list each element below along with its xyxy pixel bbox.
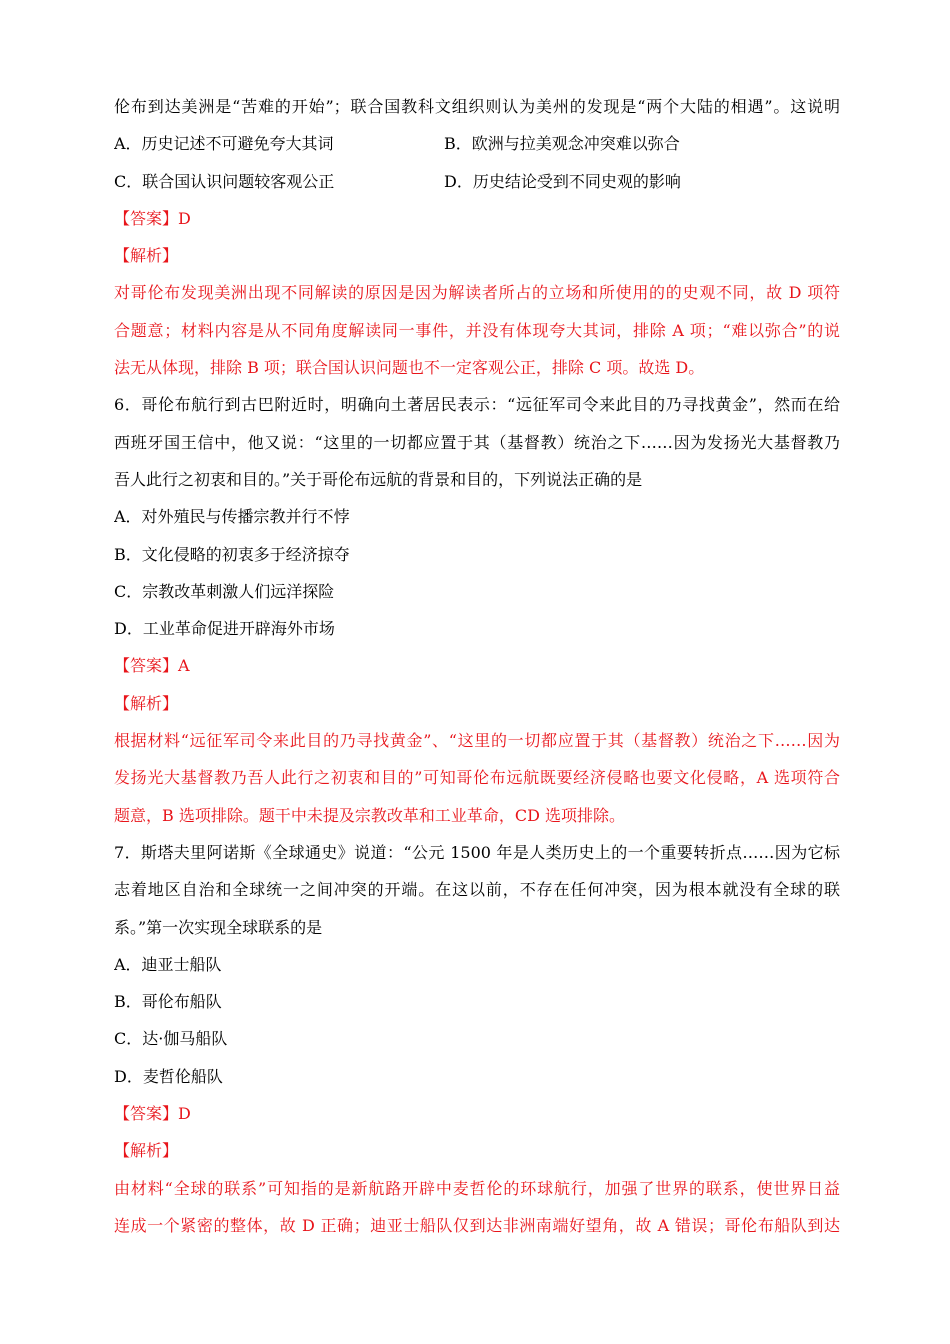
question-5-analysis-line: 法无从体现，排除 B 项；联合国认识问题也不一定客观公正，排除 C 项。故选 D。 (114, 358, 705, 378)
question-7-stem-line: 系。”第一次实现全球联系的是 (114, 917, 323, 937)
question-5-analysis-label: 【解析】 (114, 246, 179, 266)
question-5-option-c: C．联合国认识问题较客观公正 (114, 171, 335, 191)
question-7-option-c: C．达·伽马船队 (114, 1029, 228, 1049)
question-7-answer (114, 1095, 840, 1132)
question-5-stem: 伦布到达美洲是“苦难的开始”；联合国教科文组织则认为美州的发现是“两个大陆的相遇”。这说明 (114, 97, 840, 116)
question-6-analysis-label: 【解析】 (114, 693, 179, 713)
question-5-options-row-2 (114, 163, 840, 200)
question-6-option-c: C．宗教改革刺激人们远洋探险 (114, 581, 335, 601)
question-6-option-b: B．文化侵略的初衷多于经济掠夺 (114, 544, 350, 564)
question-7-option-b: B．哥伦布船队 (114, 992, 222, 1012)
question-6-stem-line: 6．哥伦布航行到古巴附近时，明确向土著居民表示：“远征军司令来此目的乃寻找黄金”，然而在给 (114, 395, 840, 415)
answer-value: D (178, 1104, 191, 1124)
question-6-analysis-line: 题意，B 选项排除。题干中未提及宗教改革和工业革命，CD 选项排除。 (114, 805, 626, 825)
question-5-option-d: D．历史结论受到不同史观的影响 (444, 171, 681, 191)
answer-label: 【答案】 (114, 208, 179, 228)
question-5-analysis-line: 合题意；材料内容是从不同角度解读同一事件，并没有体现夸大其词，排除 A 项；“难以弥合”的说 (114, 320, 840, 340)
answer-value: A (178, 656, 190, 676)
question-6-answer (114, 647, 840, 684)
answer-label: 【答案】 (114, 656, 179, 676)
question-5-option-b: B．欧洲与拉美观念冲突难以弥合 (444, 134, 680, 154)
question-7-stem-line: 志着地区自治和全球统一之间冲突的开端。在这以前，不存在任何冲突，因为根本就没有全球的联 (114, 880, 840, 900)
question-5-option-a: A．历史记述不可避免夸大其词 (114, 134, 334, 154)
question-6-analysis-line: 发扬光大基督教乃吾人此行之初衷和目的”可知哥伦布远航既要经济侵略也要文化侵略，A 选项符合 (114, 768, 840, 788)
question-5-analysis-line: 对哥伦布发现美洲出现不同解读的原因是因为解读者所占的立场和所使用的的史观不同，故 D 项符 (114, 283, 840, 303)
question-6-option-a: A．对外殖民与传播宗教并行不悖 (114, 507, 350, 527)
question-7-analysis-label: 【解析】 (114, 1141, 179, 1161)
answer-label: 【答案】 (114, 1104, 179, 1124)
question-5-options-row-1 (114, 125, 840, 162)
question-6-stem-line: 吾人此行之初衷和目的。”关于哥伦布远航的背景和目的，下列说法正确的是 (114, 469, 643, 489)
question-7-option-d: D．麦哲伦船队 (114, 1066, 223, 1086)
question-5-answer (114, 200, 840, 237)
question-6-analysis-line: 根据材料“远征军司令来此目的乃寻找黄金”、“这里的一切都应置于其（基督教）统治之下……因为 (114, 731, 840, 751)
question-6-stem-line: 西班牙国王信中，他又说：“这里的一切都应置于其（基督教）统治之下……因为发扬光大基督教乃 (114, 432, 840, 452)
question-6-option-d: D．工业革命促进开辟海外市场 (114, 619, 335, 639)
question-7-analysis-line: 连成一个紧密的整体，故 D 正确；迪亚士船队仅到达非洲南端好望角，故 A 错误；哥伦布船队到达 (114, 1215, 840, 1235)
question-7-analysis-line: 由材料“全球的联系”可知指的是新航路开辟中麦哲伦的环球航行，加强了世界的联系，使世界日益 (114, 1178, 840, 1198)
answer-value: D (178, 208, 191, 228)
question-7-stem-line: 7．斯塔夫里阿诺斯《全球通史》说道：“公元 1500 年是人类历史上的一个重要转折点……因为它标 (114, 842, 840, 862)
document-page (114, 88, 840, 1244)
question-7-option-a: A．迪亚士船队 (114, 954, 222, 974)
